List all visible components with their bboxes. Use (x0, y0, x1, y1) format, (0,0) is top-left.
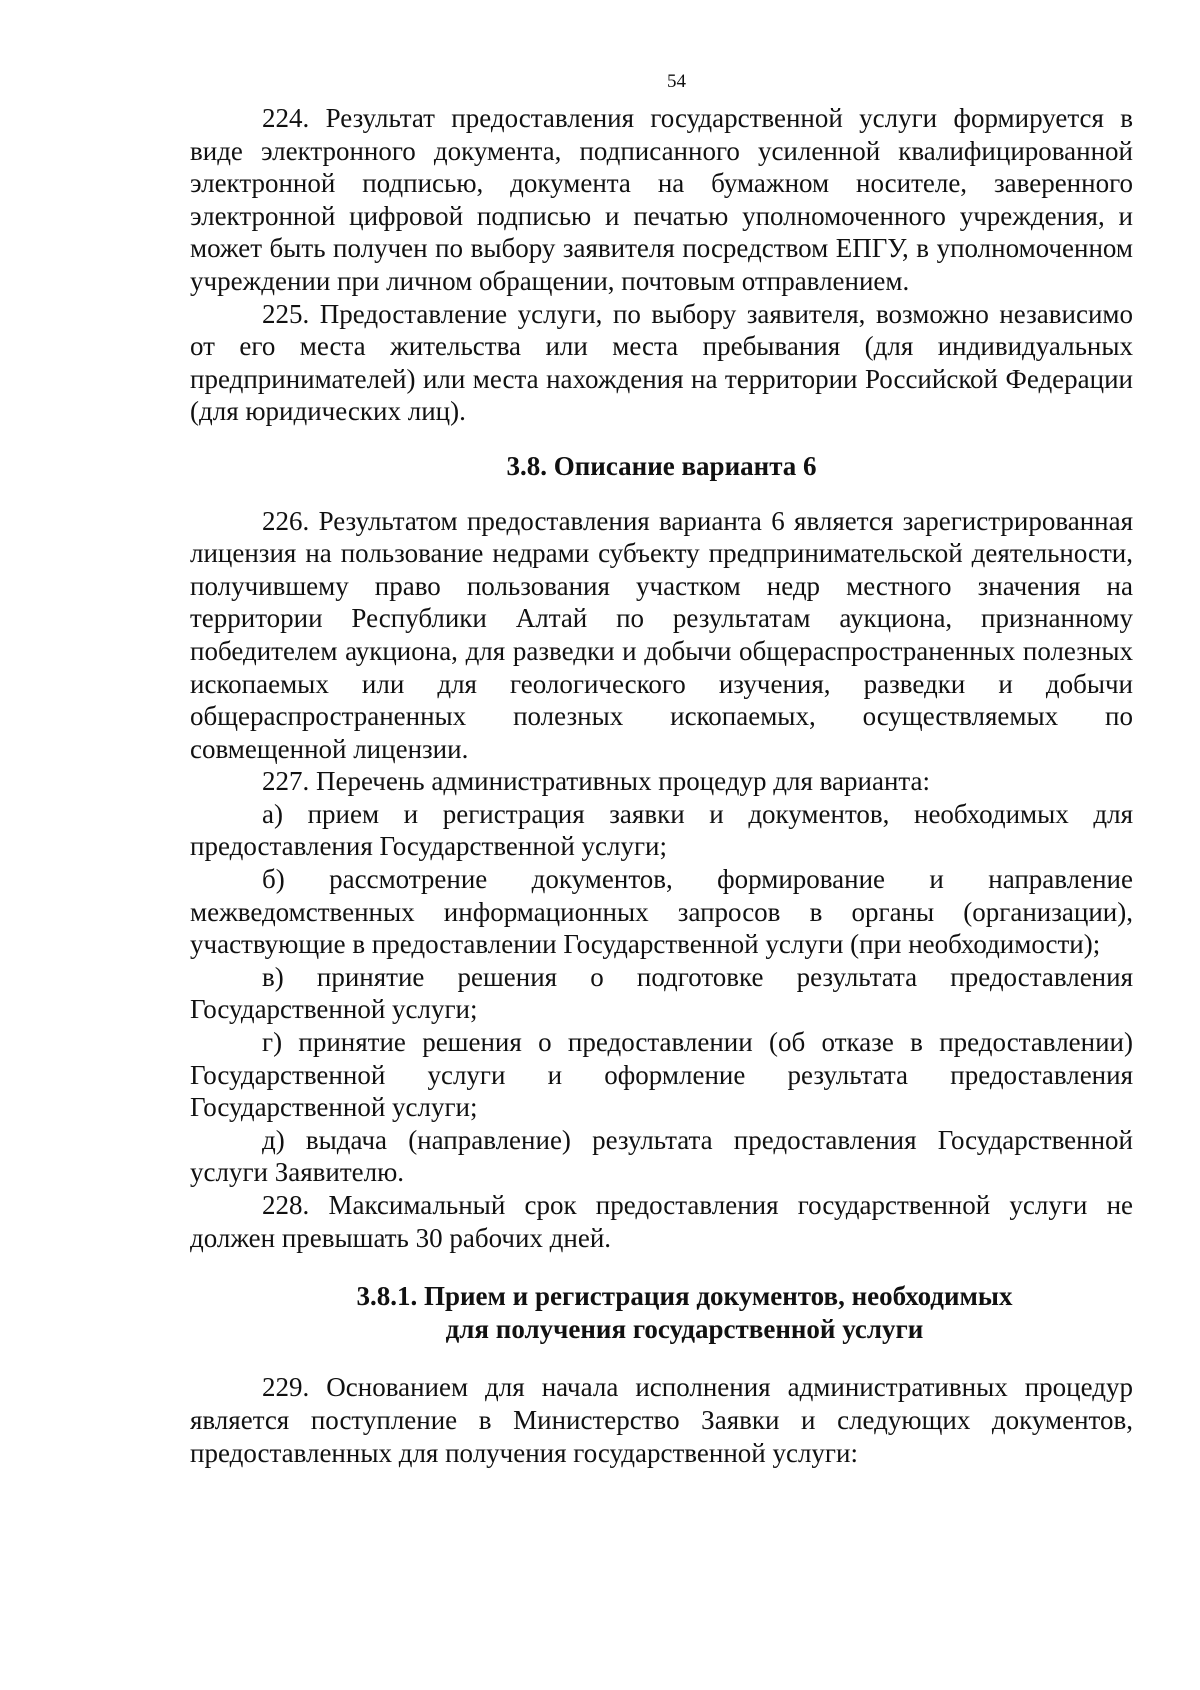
list-item-a: а) прием и регистрация заявки и документов, необходимых для предоставления Государственной услуги; (190, 798, 1133, 862)
subsection-title-line-1: 3.8.1. Прием и регистрация документов, необходимых (356, 1281, 1013, 1312)
list-item-g: г) принятие решения о предоставлении (об отказе в предоставлении) Государственной услуги и оформление результата предоставления Государственной услуги; (190, 1027, 1133, 1123)
paragraph-226: 226. Результатом предоставления варианта 6 является зарегистрированная лицензия на пользование недрами субъекту предпринимательской деятельности, получившему право пользования участком недр местного значения на территории Республики Алтай по результатам аукциона, признанному победителем аукциона, для разведки и добычи общераспространенных полезных ископаемых или для геологического изучения, разведки и добычи общераспространенных полезных ископаемых, осуществляемых по совмещенной лицензии. (190, 505, 1133, 764)
list-item-d: д) выдача (направление) результата предоставления Государственной услуги Заявителю. (190, 1124, 1133, 1188)
list-item-v: в) принятие решения о подготовке результата предоставления Государственной услуги; (190, 961, 1133, 1025)
section-title: 3.8. Описание варианта 6 (506, 450, 817, 481)
document-page (190, 70, 1133, 1469)
paragraph-224: 224. Результат предоставления государственной услуги формируется в виде электронного документа, подписанного усиленной квалифицированной электронной подписью, документа на бумажном носителе, заверенного электронной цифровой подписью и печатью уполномоченного учреждения, и может быть получен по выбору заявителя посредством ЕПГУ, в уполномоченном учреждении при личном обращении, почтовым отправлением. (190, 103, 1133, 296)
paragraph-225: 225. Предоставление услуги, по выбору заявителя, возможно независимо от его места жительства или места пребывания (для индивидуальных предпринимателей) или места нахождения на территории Российской Федерации (для юридических лиц). (190, 298, 1133, 427)
subsection-title (190, 1280, 1133, 1345)
paragraph-227: 227. Перечень административных процедур для варианта: (262, 766, 931, 797)
list-item-b: б) рассмотрение документов, формирование и направление межведомственных информационных запросов в органы (организации), участвующие в предоставлении Государственной услуги (при необходимости); (190, 864, 1133, 960)
subsection-title-line-2: для получения государственной услуги (445, 1313, 924, 1344)
paragraph-228: 228. Максимальный срок предоставления государственной услуги не должен превышать 30 рабочих дней. (190, 1190, 1133, 1253)
page-number: 54 (667, 71, 686, 92)
paragraph-229: 229. Основанием для начала исполнения административных процедур является поступление в Министерство Заявки и следующих документов, предоставленных для получения государственной услуги: (190, 1372, 1133, 1468)
